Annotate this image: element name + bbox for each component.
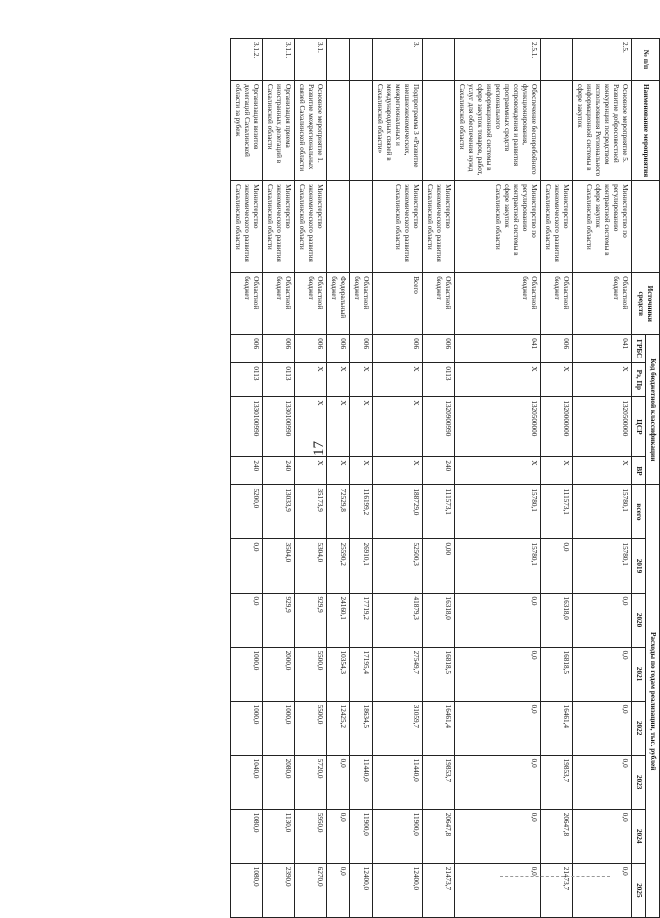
cell-csr: 1320500000 — [573, 397, 632, 457]
cell-year-value: 12425,2 — [327, 701, 350, 755]
table-row — [231, 39, 263, 918]
cell-source: Областной бюджет — [350, 273, 373, 335]
cell-executor: Министерство по регулированию контрактной системы в сфере закупок Сахалинской области — [455, 181, 541, 273]
header-year: 2025 — [632, 863, 646, 917]
cell-name — [327, 81, 350, 181]
header-year: 2019 — [632, 539, 646, 593]
cell-year-value: 929,9 — [263, 593, 295, 647]
header-executor — [632, 181, 660, 273]
cell-year-value: 41879,3 — [373, 593, 423, 647]
header-name: Наименование мероприятия — [632, 81, 660, 181]
table-header — [632, 39, 660, 918]
cell-num: 3.1.2. — [231, 39, 263, 81]
cell-rzpr: Х — [541, 363, 573, 397]
cell-year-value: 2390,0 — [263, 863, 295, 917]
cell-year-value: 11440,0 — [350, 755, 373, 809]
cell-year-value: 6270,0 — [295, 863, 327, 917]
header-num: № п/п — [632, 39, 660, 81]
header-year: 2022 — [632, 701, 646, 755]
cell-grbs: 006 — [327, 335, 350, 363]
cell-rzpr: 0113 — [423, 363, 455, 397]
cell-vr: Х — [455, 457, 541, 485]
cell-grbs: 006 — [295, 335, 327, 363]
cell-year-value: 19853,7 — [423, 755, 455, 809]
table-row — [423, 39, 455, 918]
cell-csr: Х — [350, 397, 373, 457]
cell-vr: Х — [373, 457, 423, 485]
cell-year-value: 11900,0 — [373, 809, 423, 863]
cell-grbs: 041 — [573, 335, 632, 363]
cell-year-value: 12400,0 — [350, 863, 373, 917]
cell-year-value: 0,0 — [455, 755, 541, 809]
cell-rzpr: Х — [295, 363, 327, 397]
cell-vr: 240 — [423, 457, 455, 485]
cell-source: Областной бюджет — [455, 273, 541, 335]
cell-year-value: 0,0 — [573, 701, 632, 755]
cell-total: 116199,2 — [350, 485, 373, 539]
cell-year-value: 0,00 — [423, 539, 455, 593]
cell-year-value: 0,0 — [455, 863, 541, 917]
cell-grbs: 006 — [541, 335, 573, 363]
cell-executor: Министерство экономического развития Сахалинской области — [541, 181, 573, 273]
cell-year-value: 1000,0 — [263, 701, 295, 755]
cell-year-value: 5500,0 — [295, 701, 327, 755]
cell-grbs: 041 — [455, 335, 541, 363]
cell-year-value: 16461,4 — [541, 701, 573, 755]
cell-year-value: 0,0 — [327, 809, 350, 863]
cell-year-value: 0,0 — [455, 647, 541, 701]
cell-year-value: 16318,0 — [423, 593, 455, 647]
table-row — [295, 39, 327, 918]
cell-year-value: 1040,0 — [231, 755, 263, 809]
cell-vr: Х — [327, 457, 350, 485]
cell-year-value: 10354,3 — [327, 647, 350, 701]
cell-rzpr: Х — [350, 363, 373, 397]
header-total: всего — [632, 485, 646, 539]
cell-year-value: 20647,8 — [423, 809, 455, 863]
header-year: 2021 — [632, 647, 646, 701]
cell-name: Основное мероприятие 5. Развитие добросовестной конкуренции посредством использования Регионального информационной системы в сфере закупок — [573, 81, 632, 181]
cell-name — [541, 81, 573, 181]
cell-year-value: 1080,0 — [231, 863, 263, 917]
cell-name — [350, 81, 373, 181]
cell-year-value: 1000,0 — [231, 701, 263, 755]
cell-total: 111573,1 — [541, 485, 573, 539]
cell-csr: 1330100990 — [231, 397, 263, 457]
cell-year-value: 26910,1 — [350, 539, 373, 593]
table-row — [327, 39, 350, 918]
cell-year-value: 5304,0 — [295, 539, 327, 593]
cell-year-value: 52500,3 — [373, 539, 423, 593]
cell-grbs: 006 — [350, 335, 373, 363]
cell-source: Областной бюджет — [573, 273, 632, 335]
cell-year-value: 31059,7 — [373, 701, 423, 755]
cell-executor: Министерство экономического развития Сахалинской области — [263, 181, 295, 273]
cell-year-value: 0,0 — [541, 539, 573, 593]
cell-year-value: 5500,0 — [295, 647, 327, 701]
cell-rzpr: 0113 — [231, 363, 263, 397]
cell-num — [350, 39, 373, 81]
header-vr: ВР — [632, 457, 646, 485]
header-csr: ЦСР — [632, 397, 646, 457]
cell-num: 3. — [373, 39, 423, 81]
header-year: 2024 — [632, 809, 646, 863]
cell-year-value: 0,0 — [573, 863, 632, 917]
cell-year-value: 27549,7 — [373, 647, 423, 701]
cell-total: 13033,9 — [263, 485, 295, 539]
cell-csr: 1320500000 — [455, 397, 541, 457]
header-rzpr: Рз, Пр — [632, 363, 646, 397]
page-number: 17 — [311, 441, 327, 456]
cell-year-value: 25590,2 — [327, 539, 350, 593]
cell-executor — [350, 181, 373, 273]
cell-year-value: 1130,0 — [263, 809, 295, 863]
cell-year-value: 0,0 — [455, 701, 541, 755]
table-row — [573, 39, 632, 918]
cell-num: 2.5.1. — [455, 39, 541, 81]
header-source: Источники средств — [632, 273, 660, 335]
table-row — [373, 39, 423, 918]
cell-executor: Министерство экономического развития Сахалинской области — [423, 181, 455, 273]
cell-grbs: 006 — [263, 335, 295, 363]
cell-csr: Х — [327, 397, 350, 457]
cell-year-value: 17719,2 — [350, 593, 373, 647]
cell-rzpr: Х — [573, 363, 632, 397]
cell-grbs: 006 — [423, 335, 455, 363]
table-row — [541, 39, 573, 918]
cell-name — [423, 81, 455, 181]
cell-year-value: 11900,0 — [350, 809, 373, 863]
cell-rzpr: 0113 — [263, 363, 295, 397]
cell-num — [327, 39, 350, 81]
cell-csr: Х — [295, 397, 327, 457]
cell-total: 15780,1 — [455, 485, 541, 539]
cell-year-value: 18634,5 — [350, 701, 373, 755]
cell-name: Подпрограмма 3 «Развитие внешнеэкономических, межрегиональных и международных связей в Сахалинской области» — [373, 81, 423, 181]
table-row — [263, 39, 295, 918]
cell-year-value: 24160,1 — [327, 593, 350, 647]
cell-year-value: 15780,1 — [455, 539, 541, 593]
header-grbs: ГРБС — [632, 335, 646, 363]
table-row — [455, 39, 541, 918]
cell-source: Областной бюджет — [231, 273, 263, 335]
cell-vr: Х — [295, 457, 327, 485]
cell-rzpr: Х — [455, 363, 541, 397]
cell-num — [423, 39, 455, 81]
cell-year-value: 17195,4 — [350, 647, 373, 701]
cell-year-value: 12400,0 — [373, 863, 423, 917]
cell-executor — [327, 181, 350, 273]
cell-year-value: 19853,7 — [541, 755, 573, 809]
cell-source: Областной бюджет — [423, 273, 455, 335]
cell-source: Всего — [373, 273, 423, 335]
table-body — [231, 39, 632, 918]
cell-csr: 1320000000 — [541, 397, 573, 457]
cell-total: 5200,0 — [231, 485, 263, 539]
cell-csr: Х — [373, 397, 423, 457]
cell-total: 111573,1 — [423, 485, 455, 539]
cell-num — [541, 39, 573, 81]
cell-name: Организация визитов делегаций Сахалинской области за рубеж — [231, 81, 263, 181]
cell-year-value: 0,0 — [573, 809, 632, 863]
cell-year-value: 2080,0 — [263, 755, 295, 809]
cell-executor: Министерство экономического развития Сахалинской области — [231, 181, 263, 273]
cell-grbs: 006 — [373, 335, 423, 363]
budget-table — [230, 38, 660, 918]
cell-source: Областной бюджет — [541, 273, 573, 335]
cell-total: 35173,9 — [295, 485, 327, 539]
cell-csr: 1330100990 — [263, 397, 295, 457]
cell-csr: 1320900990 — [423, 397, 455, 457]
cell-year-value: 1000,0 — [231, 647, 263, 701]
cell-year-value: 20647,8 — [541, 809, 573, 863]
cell-name: Обеспечение бесперебойного функционирования, сопровождения и развития программных средств регионального информационной системы в сфере закупок товаров, работ, услуг для обеспечения нужд Сахалинской области — [455, 81, 541, 181]
cell-year-value: 5720,0 — [295, 755, 327, 809]
cell-year-value: 0,0 — [231, 539, 263, 593]
cell-year-value: 1080,0 — [231, 809, 263, 863]
cell-year-value: 0,0 — [573, 647, 632, 701]
cell-year-value: 11440,0 — [373, 755, 423, 809]
cell-year-value: 0,0 — [327, 863, 350, 917]
cell-rzpr: Х — [373, 363, 423, 397]
cell-vr: Х — [541, 457, 573, 485]
cell-year-value: 0,0 — [573, 755, 632, 809]
cell-executor: Министерство экономического развития Сахалинской области — [295, 181, 327, 273]
cell-grbs: 006 — [231, 335, 263, 363]
cell-year-value: 3504,0 — [263, 539, 295, 593]
cell-name: Организация приема иностранных делегаций в Сахалинской области — [263, 81, 295, 181]
cell-year-value: 21473,7 — [423, 863, 455, 917]
cell-year-value: 0,0 — [455, 809, 541, 863]
cell-rzpr: Х — [327, 363, 350, 397]
cell-year-value: 0,0 — [231, 593, 263, 647]
cell-year-value: 16818,5 — [541, 647, 573, 701]
cell-vr: Х — [350, 457, 373, 485]
cell-year-value: 5950,0 — [295, 809, 327, 863]
cell-year-value: 15780,1 — [573, 539, 632, 593]
cell-year-value: 0,0 — [327, 755, 350, 809]
cell-year-value: 16818,5 — [423, 647, 455, 701]
table-row — [350, 39, 373, 918]
cell-executor: Министерство по регулированию контрактной системы в сфере закупок Сахалинской области — [573, 181, 632, 273]
cell-total: 15780,1 — [573, 485, 632, 539]
cell-year-value: 0,0 — [455, 593, 541, 647]
cell-num: 2.5. — [573, 39, 632, 81]
cell-name: Основное мероприятие 1. Развитие межрегиональных связей Сахалинской области — [295, 81, 327, 181]
cell-total: 188729,0 — [373, 485, 423, 539]
cell-year-value: 16461,4 — [423, 701, 455, 755]
cell-vr: Х — [573, 457, 632, 485]
header-kbk-group: Код бюджетной классификации — [646, 335, 660, 485]
cell-source: Федеральный бюджет — [327, 273, 350, 335]
header-year: 2020 — [632, 593, 646, 647]
cell-vr: 240 — [263, 457, 295, 485]
cell-num: 3.1. — [295, 39, 327, 81]
header-expenses-group: Расходы по годам реализации, тыс. рублей — [646, 485, 660, 918]
cell-source: Областной бюджет — [263, 273, 295, 335]
cell-executor: Министерство экономического развития Сахалинской области — [373, 181, 423, 273]
cell-year-value: 929,9 — [295, 593, 327, 647]
cell-num: 3.1.1. — [263, 39, 295, 81]
cell-year-value: 0,0 — [573, 593, 632, 647]
cell-vr: 240 — [231, 457, 263, 485]
header-year: 2023 — [632, 755, 646, 809]
cell-year-value: 2000,0 — [263, 647, 295, 701]
bottom-divider — [500, 876, 610, 877]
cell-source: Областной бюджет — [295, 273, 327, 335]
cell-year-value: 16318,0 — [541, 593, 573, 647]
cell-year-value: 21473,7 — [541, 863, 573, 917]
rotated-table-container — [80, 38, 660, 918]
cell-total: 72529,8 — [327, 485, 350, 539]
